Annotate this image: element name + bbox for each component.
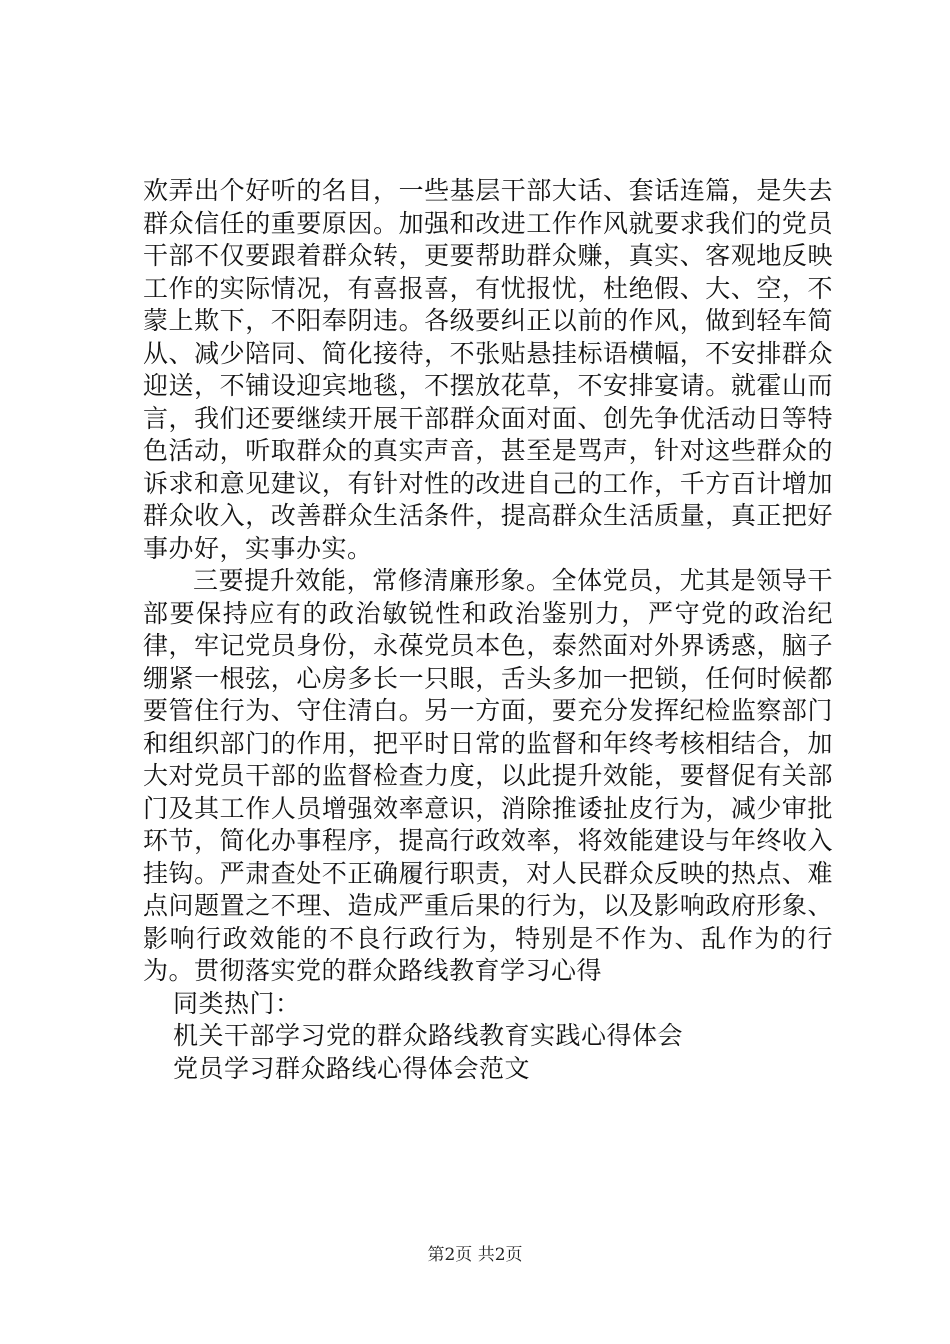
related-link-2[interactable]: 党员学习群众路线心得体会范文 (173, 1053, 531, 1083)
document-body (143, 175, 833, 1085)
related-label: 同类热门： (173, 988, 301, 1018)
paragraph-continuation: 欢弄出个好听的名目，一些基层干部大话、套话连篇，是失去群众信任的重要原因。加强和改进工作作风就要求我们的党员干部不仅要跟着群众转，更要帮助群众赚，真实、客观地反映工作的实际情况，有喜报喜，有忧报忧，杜绝假、大、空，不蒙上欺下，不阳奉阴违。各级要纠正以前的作风，做到轻车简从、减少陪同、简化接待，不张贴悬挂标语横幅，不安排群众迎送，不铺设迎宾地毯，不摆放花草，不安排宴请。就霍山而言，我们还要继续开展干部群众面对面、创先争优活动日等特色活动，听取群众的真实声音，甚至是骂声，针对这些群众的诉求和意见建议，有针对性的改进自己的工作，千方百计增加群众收入，改善群众生活条件，提高群众生活质量，真正把好事办好，实事办实。 (143, 176, 833, 563)
related-link-1[interactable]: 机关干部学习党的群众路线教育实践心得体会 (173, 1021, 684, 1050)
paragraph-efficiency: 三要提升效能，常修清廉形象。全体党员，尤其是领导干部要保持应有的政治敏锐性和政治鉴别力，严守党的政治纪律，牢记党员身份，永葆党员本色，泰然面对外界诱惑，脑子绷紧一根弦，心房多长一只眼，舌头多加一把锁，任何时候都要管住行为、守住清白。另一方面，要充分发挥纪检监察部门和组织部门的作用，把平时日常的监督和年终考核相结合，加大对党员干部的监督检查力度，以此提升效能，要督促有关部门及其工作人员增强效率意识，消除推诿扯皮行为，减少审批环节，简化办事程序，提高行政效率，将效能建设与年终收入挂钩。严肃查处不正确履行职责，对人民群众反映的热点、难点问题置之不理、造成严重后果的行为，以及影响政府形象、影响行政效能的不良行政行为，特别是不作为、乱作为的行为。贯彻落实党的群众路线教育学习心得 (143, 566, 833, 985)
page-footer: 第2页 共2页 (427, 1245, 523, 1265)
